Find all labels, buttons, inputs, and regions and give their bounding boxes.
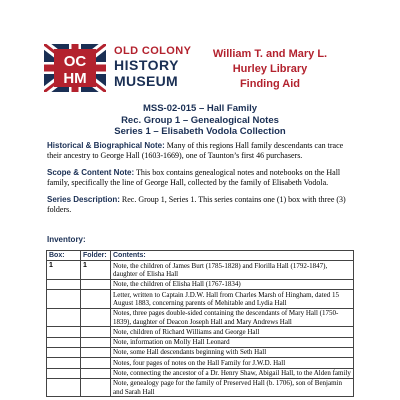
brand-line-3: MUSEUM <box>114 73 179 89</box>
folder-cell <box>81 358 111 368</box>
folder-cell <box>81 308 111 327</box>
box-cell <box>47 279 81 289</box>
folder-cell <box>81 378 111 397</box>
contents-cell: Note, some Hall descendants beginning with Seth Hall <box>111 347 354 357</box>
museum-name <box>114 45 214 89</box>
series-description <box>47 195 355 215</box>
box-cell <box>47 290 81 309</box>
contents-cell: Note, genealogy page for the family of Preserved Hall (b. 1706), son of Benjamin and Sarah Hall <box>111 378 354 397</box>
folder-cell <box>81 337 111 347</box>
folder-cell <box>81 327 111 337</box>
table-row <box>47 347 354 357</box>
table-row <box>47 327 354 337</box>
box-cell <box>47 378 81 397</box>
contents-cell: Note, connecting the ancestor of a Dr. Henry Shaw, Abigail Hall, to the Alden family <box>111 368 354 378</box>
folder-cell: 1 <box>81 261 111 280</box>
table-row <box>47 368 354 378</box>
logo-letters-top: OC <box>63 53 87 70</box>
box-cell <box>47 337 81 347</box>
box-cell <box>47 368 81 378</box>
table-row <box>47 261 354 280</box>
ochm-logo <box>44 44 106 92</box>
record-group-title: Rec. Group 1 – Genealogical Notes <box>121 114 279 126</box>
scope-note <box>47 168 355 188</box>
historical-note-label: Historical & Biographical Note: <box>47 141 165 150</box>
historical-note <box>47 141 355 161</box>
series-title: Series 1 – Elisabeth Vodola Collection <box>114 126 286 137</box>
table-row <box>47 337 354 347</box>
box-cell: 1 <box>47 261 81 280</box>
box-cell <box>47 347 81 357</box>
contents-cell: Notes, four pages of notes on the Hall Family for J.W.D. Hall <box>111 358 354 368</box>
contents-cell: Note, the children of James Burt (1785-1828) and Florilla Hall (1792-1847), daughter of Elisha Hall <box>111 261 354 280</box>
contents-cell: Notes, three pages double-sided containing the descendants of Mary Hall (1750-1839), daughter of Deacon Joseph Hall and Mary Andrews Hall <box>111 308 354 327</box>
brand-line-1: OLD COLONY <box>114 45 192 57</box>
table-header-row <box>47 251 354 261</box>
column-header-contents: Contents: <box>111 251 354 261</box>
collection-id-title: MSS-02-015 – Hall Family <box>142 103 258 114</box>
library-line-3: Finding Aid <box>239 78 301 90</box>
table-row <box>47 279 354 289</box>
inventory-table <box>46 250 354 397</box>
contents-cell: Note, information on Molly Hall Leonard <box>111 337 354 347</box>
contents-cell: Note, the children of Elisha Hall (1767-1834) <box>111 279 354 289</box>
box-cell <box>47 308 81 327</box>
column-header-box: Box: <box>47 251 81 261</box>
scope-note-text: This box contains genealogical notes and notebooks on the Hall family, specifically the line of George Hall, collected by the family of Elisabeth Vodola. <box>47 168 341 187</box>
folder-cell <box>81 368 111 378</box>
contents-cell: Note, children of Richard Williams and George Hall <box>111 327 354 337</box>
library-title <box>200 47 340 92</box>
collection-titles <box>0 103 400 138</box>
contents-cell: Letter, written to Captain J.D.W. Hall from Charles Marsh of Hingham, dated 15 August 1883, concerning parents of Mehitable and Lydia Hall <box>111 290 354 309</box>
library-line-1: William T. and Mary L. <box>212 48 328 60</box>
folder-cell <box>81 279 111 289</box>
brand-line-2: HISTORY <box>114 57 179 73</box>
historical-note-text: Many of this regions Hall family descendants can trace their ancestry to George Hall (1603-1669), one of Taunton’s first 46 purchasers. <box>47 141 344 160</box>
logo-letters-bottom: HM <box>63 70 87 87</box>
table-row <box>47 358 354 368</box>
box-cell <box>47 327 81 337</box>
folder-cell <box>81 347 111 357</box>
series-description-label: Series Description: <box>47 195 120 204</box>
table-row <box>47 290 354 309</box>
folder-cell <box>81 290 111 309</box>
box-cell <box>47 358 81 368</box>
scope-note-label: Scope & Content Note: <box>47 168 135 177</box>
inventory-heading: Inventory: <box>47 235 86 244</box>
column-header-folder: Folder: <box>81 251 111 261</box>
table-row <box>47 378 354 397</box>
library-line-2: Hurley Library <box>232 63 308 75</box>
series-description-text: Rec. Group 1, Series 1. This series contains one (1) box with three (3) folders. <box>47 195 346 214</box>
table-row <box>47 308 354 327</box>
